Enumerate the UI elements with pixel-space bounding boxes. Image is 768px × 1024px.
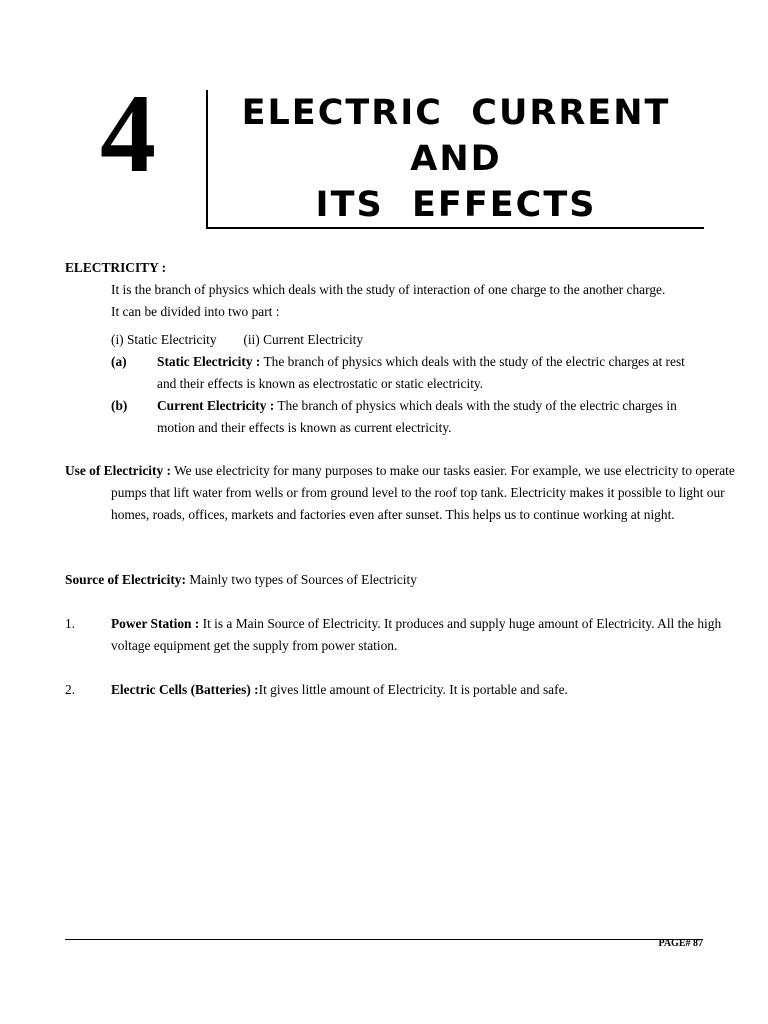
- electricity-definition: It is the branch of physics which deals with the study of interaction of one charge to the another charge.: [111, 282, 666, 297]
- static-electricity-item: [65, 351, 705, 395]
- chapter-title: [208, 90, 704, 228]
- item-label-b: (b): [111, 398, 128, 413]
- list-item-electric-cells: [65, 679, 751, 701]
- source-text: Mainly two types of Sources of Electricity: [185, 572, 417, 587]
- item-number-2: 2.: [65, 682, 76, 697]
- electricity-section: [65, 257, 705, 323]
- power-station-text: It is a Main Source of Electricity. It produces and supply huge amount of Electricity. All the high voltage equipment get the supply from power station.: [111, 616, 722, 653]
- current-electricity-item: [65, 395, 705, 439]
- static-electricity-text: The branch of physics which deals with the study of the electric charges at rest and their effects is known as electrostatic or static electricity.: [157, 354, 685, 391]
- chapter-title-line-2: AND: [410, 139, 502, 179]
- current-electricity-term: Current Electricity :: [157, 398, 275, 413]
- list-item-power-station: [65, 613, 751, 657]
- types-line: (i) Static Electricity (ii) Current Electricity: [111, 332, 364, 347]
- electricity-division: It can be divided into two part :: [111, 304, 280, 319]
- chapter-title-line-3: ITS EFFECTS: [315, 185, 597, 225]
- source-section: [65, 569, 705, 591]
- chapter-title-box: [206, 90, 704, 229]
- footer-rule: [65, 939, 703, 940]
- source-heading: Source of Electricity:: [65, 572, 186, 587]
- static-electricity-term: Static Electricity :: [157, 354, 261, 369]
- item-number-1: 1.: [65, 616, 76, 631]
- item-label-a: (a): [111, 354, 127, 369]
- use-heading: Use of Electricity :: [65, 463, 171, 478]
- use-of-electricity-section: [65, 460, 751, 526]
- electricity-heading: ELECTRICITY :: [65, 260, 167, 275]
- use-text: We use electricity for many purposes to make our tasks easier. For example, we use electricity to operate pumps that lift water from wells or from ground level to the roof top tank. Electricity makes it possible to light our homes, roads, offices, markets and factories even after sunset. This helps us to continue working at night.: [111, 463, 735, 522]
- chapter-title-line-1: ELECTRIC CURRENT: [241, 93, 671, 133]
- chapter-number: 4: [100, 72, 156, 196]
- page-number: PAGE# 87: [658, 938, 703, 949]
- electric-cells-term: Electric Cells (Batteries) :: [111, 682, 259, 697]
- power-station-term: Power Station :: [111, 616, 200, 631]
- electricity-types: [65, 329, 705, 439]
- electric-cells-text: It gives little amount of Electricity. It is portable and safe.: [258, 682, 568, 697]
- current-electricity-text: The branch of physics which deals with the study of the electric charges in motion and their effects is known as current electricity.: [157, 398, 677, 435]
